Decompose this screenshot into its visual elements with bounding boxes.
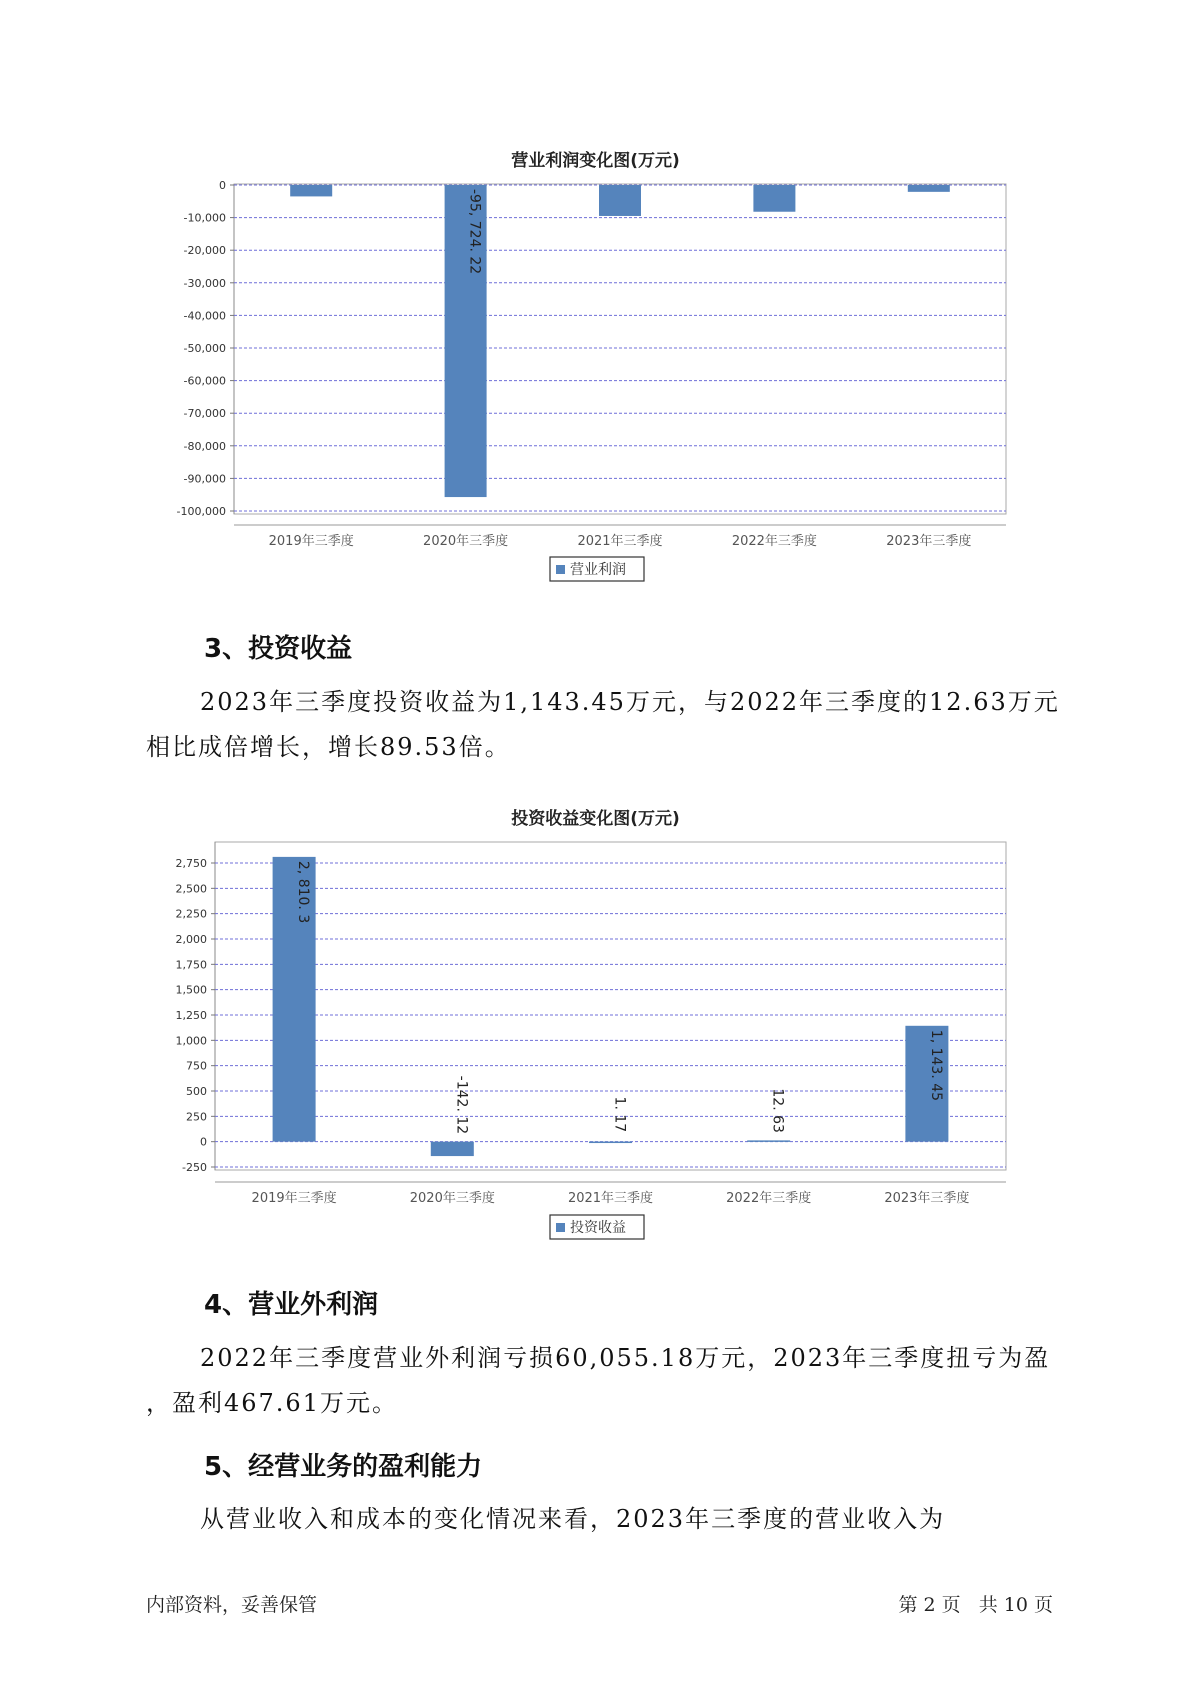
y-tick-label: 2,250 [175,907,207,921]
y-tick-label: 2,000 [175,933,207,946]
y-tick-label: 2,500 [175,882,207,896]
bar [589,1142,632,1144]
data-label: 2, 810. 3 [295,860,312,924]
y-tick-label: 1,500 [175,983,207,997]
chart2-title: 投资收益变化图(万元) [511,809,680,829]
y-tick-label: -20,000 [183,244,226,258]
y-tick-label: 1,000 [175,1034,207,1048]
footer-confidential-note: 内部资料，妥善保管 [146,1594,318,1616]
bar [908,185,950,192]
y-tick-label: -90,000 [183,472,226,486]
legend-swatch [556,565,565,574]
y-tick-label: -30,000 [183,276,226,290]
x-tick-label: 2020年三季度 [423,534,509,549]
y-tick-label: -100,000 [176,505,226,518]
chart1-title: 营业利润变化图(万元) [511,151,680,171]
legend-label: 营业利润 [570,562,626,578]
paragraph-line: 相比成倍增长，增长89.53倍。 [146,733,511,761]
y-tick-label: -10,000 [183,211,226,225]
y-tick-label: -80,000 [183,439,226,453]
data-label: 12. 63 [769,1088,786,1133]
y-tick-label: 500 [186,1085,207,1098]
y-tick-label: -70,000 [183,407,226,421]
data-label: -142. 12 [453,1075,470,1135]
y-tick-label: -50,000 [183,342,226,355]
data-label: 1. 17 [611,1096,628,1133]
data-label: 1, 143. 45 [927,1029,944,1102]
y-tick-label: 0 [219,179,226,192]
x-tick-label: 2019年三季度 [268,534,354,549]
footer-page-number: 第 2 页 共 10 页 [898,1594,1053,1616]
data-label: -95, 724. 22 [466,189,483,275]
section-heading-non-operating-profit: 4、营业外利润 [204,1290,379,1320]
bar [753,185,795,212]
paragraph-line: 2022年三季度营业外利润亏损60,055.18万元，2023年三季度扭亏为盈 [200,1344,1051,1372]
x-tick-label: 2021年三季度 [567,1191,654,1206]
y-tick-label: 1,750 [175,958,207,972]
x-tick-label: 2023年三季度 [884,1191,970,1206]
paragraph-non-operating-profit [146,1336,1062,1426]
x-tick-label: 2019年三季度 [251,1191,337,1206]
paragraph-line: ，盈利467.61万元。 [146,1389,398,1417]
y-tick-label: -250 [182,1161,207,1174]
plot-frame [215,842,1006,1170]
y-tick-label: 0 [200,1135,207,1149]
investment-income-chart [0,820,1191,1240]
x-tick-label: 2022年三季度 [726,1191,812,1206]
plot-frame [234,184,1006,514]
y-tick-label: 1,250 [175,1009,207,1022]
paragraph-profitability [146,1497,1062,1542]
x-tick-label: 2021年三季度 [577,534,663,549]
bar [599,185,641,216]
legend-swatch [556,1223,565,1232]
x-tick-label: 2020年三季度 [409,1191,495,1206]
y-tick-label: 250 [186,1110,207,1124]
x-tick-label: 2022年三季度 [731,534,817,549]
legend-label: 投资收益 [570,1220,626,1236]
operating-profit-chart [0,0,1191,600]
paragraph-line: 从营业收入和成本的变化情况来看，2023年三季度的营业收入为 [200,1505,946,1533]
y-tick-label: 750 [186,1059,207,1073]
section-heading-investment-income: 3、投资收益 [204,634,353,664]
bar [431,1142,474,1156]
y-tick-label: -60,000 [183,374,226,388]
bar [290,185,332,196]
paragraph-investment-income [146,680,1062,770]
paragraph-line: 2023年三季度投资收益为1,143.45万元，与2022年三季度的12.63万元 [200,688,1060,716]
y-tick-label: -40,000 [183,309,226,323]
bar [747,1140,790,1142]
x-tick-label: 2023年三季度 [886,534,972,549]
y-tick-label: 2,750 [175,857,207,870]
section-heading-profitability: 5、经营业务的盈利能力 [204,1452,483,1482]
